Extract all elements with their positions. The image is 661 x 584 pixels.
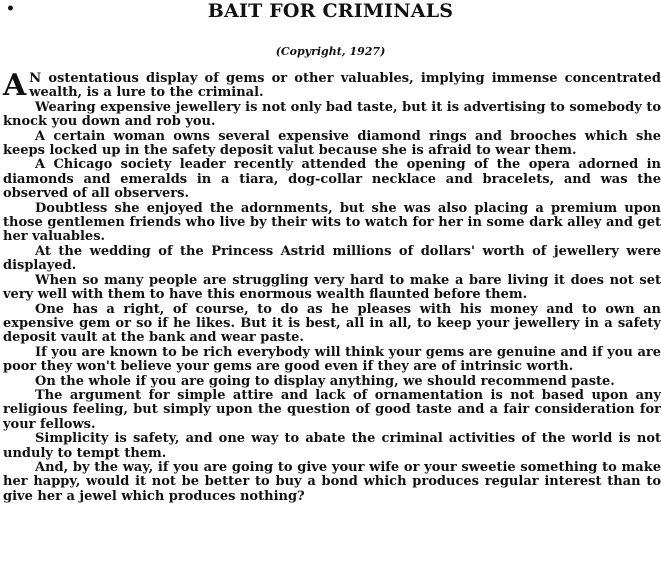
article-body [3,68,661,504]
paragraph-7: When so many people are struggling very hard to make a bare living it does not set very well with them to have this enormous wealth flaunted before them. [3,272,661,303]
paragraph-2: Wearing expensive jewellery is not only bad taste, but it is advertising to somebody to knock you down and rob you. [3,99,661,130]
paragraph-6: At the wedding of the Princess Astrid millions of dollars' worth of jewellery were displayed. [3,243,661,274]
paragraph-13: And, by the way, if you are going to give your wife or your sweetie something to make her happy, would it not be better to buy a bond which produces regular interest than to give her a jewel which produces nothing? [3,459,661,504]
article-title: BAIT FOR CRIMINALS [207,0,454,22]
paragraph-11: The argument for simple attire and lack of ornamentation is not based upon any religious feeling, but simply upon the question of good taste and a fair consideration for your fellows. [3,387,661,432]
paragraph-4: A Chicago society leader recently attended the opening of the opera adorned in diamonds and emeralds in a tiara, dog-collar necklace and bracelets, and was the observed of all observers. [3,157,661,202]
drop-cap: A [3,68,27,103]
paragraph-9: If you are known to be rich everybody will think your gems are genuine and if you are poor they won't believe your gems are good even if they are of intrinsic worth. [3,344,661,375]
paragraph-10: On the whole if you are going to display anything, we should recommend paste. [35,373,615,389]
paragraph-1 [3,68,661,103]
paragraph-5: Doubtless she enjoyed the adornments, but she was also placing a premium upon those gentlemen friends who live by their wits to watch for her in some dark alley and get her valuables. [3,200,661,245]
copyright-line: (Copyright, 1927) [275,45,386,58]
paragraph-3: A certain woman owns several expensive diamond rings and brooches which she keeps locked up in the safety deposit valut because she is afraid to wear them. [3,128,661,159]
paragraph-8: One has a right, of course, to do as he pleases with his money and to own an expensive gem or so if he likes. But it is best, all in all, to keep your jewellery in a safety deposit vault at the bank and wear paste. [3,301,661,346]
bullet-mark: • [6,1,15,17]
paragraph-1-text: N ostentatious display of gems or other valuables, implying immense concentrated wealth, is a lure to the criminal. [29,71,661,101]
paragraph-12: Simplicity is safety, and one way to abate the criminal activities of the world is not unduly to tempt them. [3,431,661,461]
